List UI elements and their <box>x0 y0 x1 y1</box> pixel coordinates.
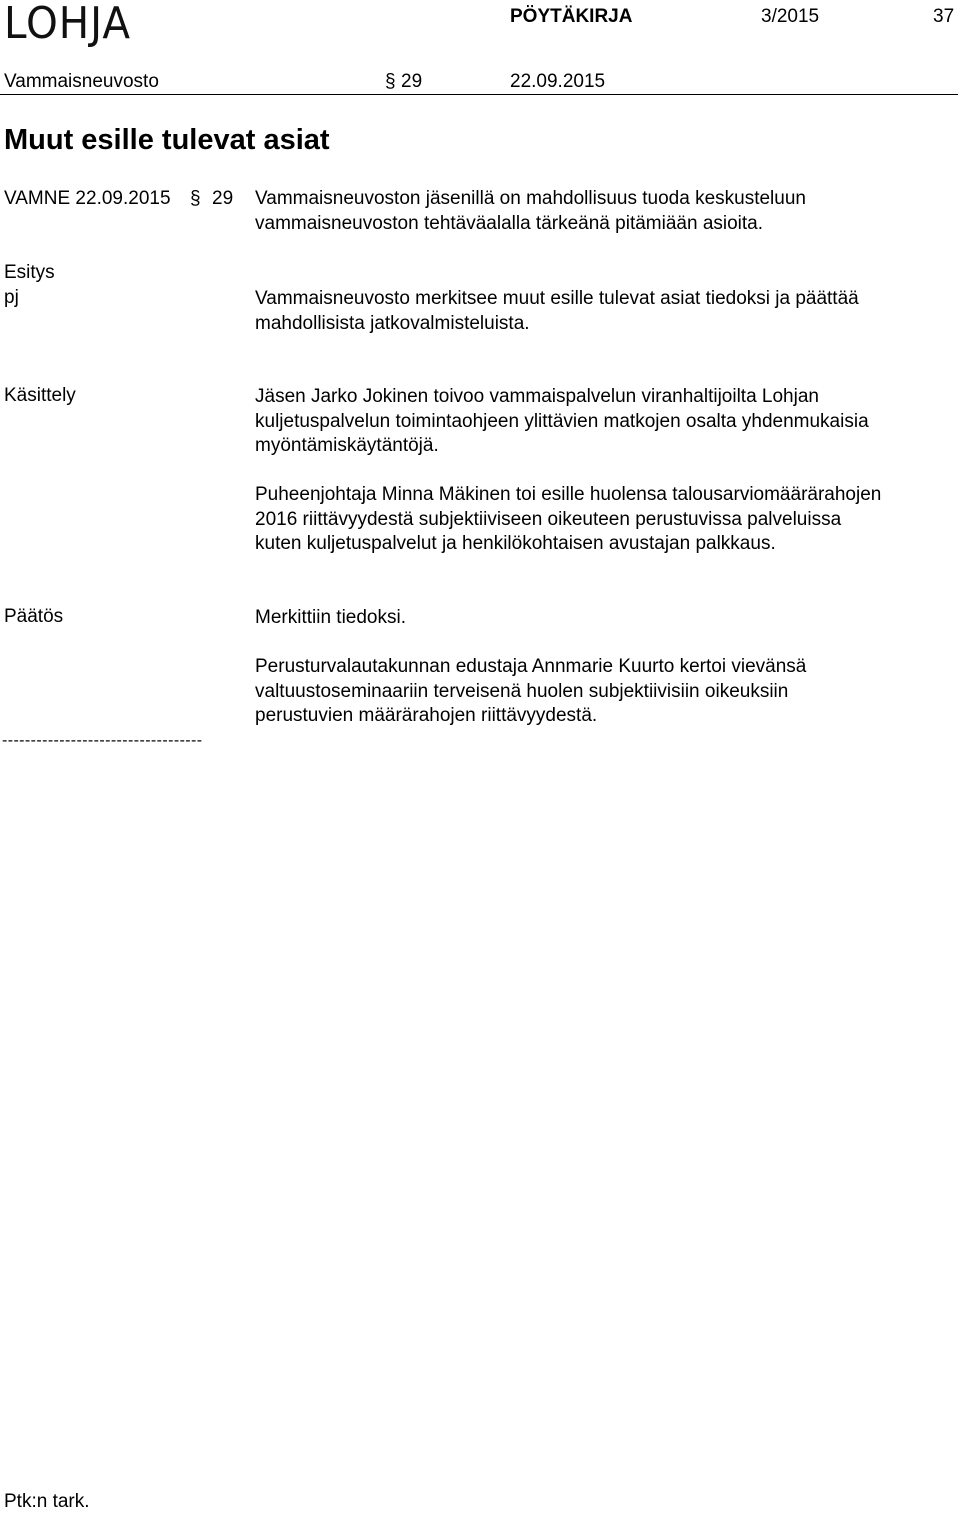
esitys-presenter-label: pj <box>4 287 19 308</box>
body-name: Vammaisneuvosto <box>4 71 159 92</box>
page-number: 37 <box>933 6 955 27</box>
esitys-paragraph: Vammaisneuvosto merkitsee muut esille tulevat asiat tiedoksi ja päättää mahdollisista jatkovalmisteluista. <box>255 288 859 334</box>
esitys-label: Esitys <box>4 262 55 283</box>
document-type: PÖYTÄKIRJA <box>510 6 633 27</box>
kasittely-label: Käsittely <box>4 385 76 406</box>
document-number: 3/2015 <box>761 6 820 27</box>
lohja-logo: LOHJA <box>4 0 131 49</box>
section-number: 29 <box>401 71 423 92</box>
meeting-date: 22.09.2015 <box>510 71 606 92</box>
header-divider <box>0 94 958 95</box>
section-sign-icon: § <box>385 71 396 92</box>
reference-code: VAMNE 22.09.2015 <box>4 188 171 209</box>
kasittely-paragraph-2: Puheenjohtaja Minna Mäkinen toi esille huolensa talousarviomäärärahojen 2016 riittävyydestä subjektiiviseen oikeuteen perustuvissa palveluissa kuten kuljetuspalvelut ja henkilökohtaisen avustajan palkkaus. <box>255 484 882 555</box>
separator-line: ----------------------------------- <box>2 732 203 749</box>
reference-number: 29 <box>212 188 234 209</box>
intro-paragraph: Vammaisneuvoston jäsenillä on mahdollisuus tuoda keskusteluun vammaisneuvoston tehtäväalalla tärkeänä pitämiään asioita. <box>255 188 806 234</box>
kasittely-paragraph-1: Jäsen Jarko Jokinen toivoo vammaispalvelun viranhaltijoilta Lohjan kuljetuspalvelun toimintaohjeen ylittävien matkojen osalta yhdenmukaisia myöntämiskäytäntöjä. <box>255 386 869 457</box>
page-title: Muut esille tulevat asiat <box>4 124 330 156</box>
paatos-decision: Merkittiin tiedoksi. <box>255 607 406 628</box>
footer-checked-label: Ptk:n tark. <box>4 1491 90 1512</box>
section-sign-icon: § <box>190 188 201 209</box>
paatos-label: Päätös <box>4 606 64 627</box>
paatos-paragraph: Perusturvalautakunnan edustaja Annmarie Kuurto kertoi vievänsä valtuustoseminaariin terveisenä huolen subjektiivisiin oikeuksiin perustuvien määrärahojen riittävyydestä. <box>255 656 807 727</box>
